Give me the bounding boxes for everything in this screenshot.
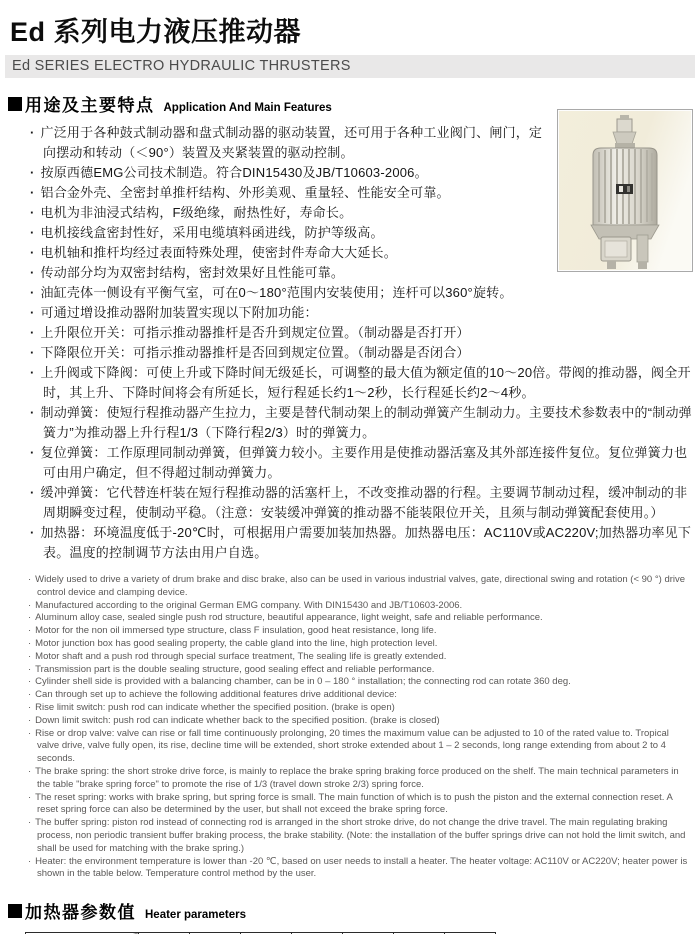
feature-bullet-cn: · 上升阀或下降阀：可使上升或下降时间无级延长，可调整的最大值为额定值的10～20倍。带阀的推动器，阀全开时，其上升、下降时间将会有所延长，短行程延长约1～2秒，长行程延长约2～4秒。 bbox=[30, 363, 694, 403]
feature-bullet-en: · Aluminum alloy case, sealed single push rod structure, beautiful appearance, light weight, safe and reliable performance. bbox=[28, 612, 692, 625]
feature-bullet-cn: · 按原西德EMG公司技术制造。符合DIN15430及JB/T10603-2006。 bbox=[30, 163, 694, 183]
feature-bullet-en: · Motor junction box has good sealing property, the cable gland into the line, high protection level. bbox=[28, 638, 692, 651]
feature-bullet-cn: · 电机为非油浸式结构，F级绝缘，耐热性好，寿命长。 bbox=[30, 203, 694, 223]
feature-bullet-cn: · 油缸壳体一侧设有平衡气室，可在0～180°范围内安装使用；连杆可以360°旋转。 bbox=[30, 283, 694, 303]
feature-bullet-cn: · 电机接线盒密封性好，采用电缆填料函进线，防护等级高。 bbox=[30, 223, 694, 243]
features-block bbox=[30, 123, 694, 563]
feature-bullet-cn: · 可通过增设推动器附加装置实现以下附加功能： bbox=[30, 303, 694, 323]
feature-bullet-en: · Rise limit switch: push rod can indicate whether the specified position. (brake is open) bbox=[28, 702, 692, 715]
feature-bullet-cn: · 广泛用于各种鼓式制动器和盘式制动器的驱动装置，还可用于各种工业阀门、闸门，定向摆动和转动（＜90°）装置及夹紧装置的驱动控制。 bbox=[30, 123, 694, 163]
feature-bullet-cn: · 传动部分均为双密封结构，密封效果好且性能可靠。 bbox=[30, 263, 694, 283]
feature-bullet-cn: · 制动弹簧：使短行程推动器产生拉力，主要是替代制动架上的制动弹簧产生制动力。主要技术参数表中的“制动弹簧力”为推动器上升行程1/3（下降行程2/3）时的弹簧力。 bbox=[30, 403, 694, 443]
feature-bullet-en: · The buffer spring: piston rod instead of connecting rod is arranged in the short stroke drive, do not change the drive travel. The main regulating braking process, non periodic transient buffer braking process, the brake stability. (Note: the installation of the buffer springs drive can not hold the limit switch, and shall be used for matching with the brake spring.) bbox=[28, 817, 692, 855]
feature-bullet-cn: · 电机轴和推杆均经过表面特殊处理，使密封件寿命大大延长。 bbox=[30, 243, 694, 263]
section-header-heater bbox=[8, 898, 700, 923]
feature-bullet-cn: · 下降限位开关：可指示推动器推杆是否回到规定位置。（制动器是否闭合） bbox=[30, 343, 694, 363]
thruster-illustration bbox=[559, 111, 691, 270]
section-marker-square bbox=[8, 904, 22, 918]
section-title-cn: 加热器参数值 bbox=[25, 903, 136, 923]
feature-bullet-en: · The brake spring: the short stroke drive force, is mainly to replace the brake spring braking force produced on the shelf. The main technical parameters in the table "brake spring force" to promote the rise of 1/3 (travel down stroke 2/3) spring force. bbox=[28, 766, 692, 792]
page-title: Ed 系列电力液压推动器 bbox=[10, 17, 302, 47]
heater-section bbox=[0, 898, 700, 934]
section-title-en: Application And Main Features bbox=[163, 102, 332, 114]
feature-bullet-en: · Cylinder shell side is provided with a balancing chamber, can be in 0 – 180 ° installation; the connecting rod can rotate 360 deg. bbox=[28, 676, 692, 689]
feature-bullet-en: · Motor shaft and a push rod through special surface treatment, The sealing life is greatly extended. bbox=[28, 651, 692, 664]
feature-bullet-cn: · 铝合金外壳、全密封单推杆结构、外形美观、重量轻、性能安全可靠。 bbox=[30, 183, 694, 203]
feature-bullet-en: · The reset spring: works with brake spring, but spring force is small. The main function of which is to push the piston and the external connection reset. A reset spring force can also be determined by the user, but shall not exceed the brake spring force. bbox=[28, 792, 692, 818]
feature-bullet-en: · Down limit switch: push rod can indicate whether back to the specified position. (brake is closed) bbox=[28, 715, 692, 728]
feature-bullet-en: · Manufactured according to the original German EMG company. With DIN15430 and JB/T10603-2006. bbox=[28, 600, 692, 613]
feature-bullet-cn: · 复位弹簧：工作原理同制动弹簧，但弹簧力较小。主要作用是使推动器活塞及其外部连接件复位。复位弹簧力也可由用户确定，但不得超过制动弹簧力。 bbox=[30, 443, 694, 483]
features-block-en bbox=[28, 574, 692, 881]
feature-bullet-cn: · 缓冲弹簧：它代替连杆装在短行程推动器的活塞杆上，不改变推动器的行程。主要调节制动过程，缓冲制动的非周期瞬变过程，使制动平稳。（注意：安装缓冲弹簧的推动器不能装限位开关，且须与制动弹簧配套使用。） bbox=[30, 483, 694, 523]
feature-bullet-cn: · 加热器：环境温度低于-20℃时，可根据用户需要加装加热器。加热器电压：AC110V或AC220V;加热器功率见下表。温度的控制调节方法由用户自选。 bbox=[30, 523, 694, 563]
feature-bullet-en: · Widely used to drive a variety of drum brake and disc brake, also can be used in various industrial valves, gate, directional swing and rotation (< 90 °) drive control device and clamping device. bbox=[28, 574, 692, 600]
feature-bullet-en: · Rise or drop valve: valve can rise or fall time continuously prolonging, 20 times the maximum value can be adjusted to 10 of the rated value to. Tropical valve drive, valve fully open, its rise, decline time will be extended, short stroke extended about 1 – 2 seconds, long range extending from about 2 to 4 seconds. bbox=[28, 728, 692, 766]
section-title-cn: 用途及主要特点 bbox=[25, 96, 155, 115]
section-title-en: Heater parameters bbox=[145, 909, 247, 922]
feature-bullet-en: · Motor for the non oil immersed type structure, class F insulation, good heat resistance, long life. bbox=[28, 625, 692, 638]
product-photo bbox=[557, 109, 693, 272]
section-marker-square bbox=[8, 97, 22, 111]
feature-bullet-cn: · 上升限位开关：可指示推动器推杆是否升到规定位置。（制动器是否打开） bbox=[30, 323, 694, 343]
page-title-en-banner: Ed SERIES ELECTRO HYDRAULIC THRUSTERS bbox=[5, 55, 695, 78]
feature-bullet-en: · Transmission part is the double sealing structure, good sealing effect and reliable performance. bbox=[28, 664, 692, 677]
feature-bullet-en: · Can through set up to achieve the following additional features drive additional device: bbox=[28, 689, 692, 702]
feature-bullet-en: · Heater: the environment temperature is lower than -20 ℃, based on user needs to install a heater. The heater voltage: AC110V or AC220V; heater power is shown in the table below. Temperature control method by the user. bbox=[28, 856, 692, 882]
